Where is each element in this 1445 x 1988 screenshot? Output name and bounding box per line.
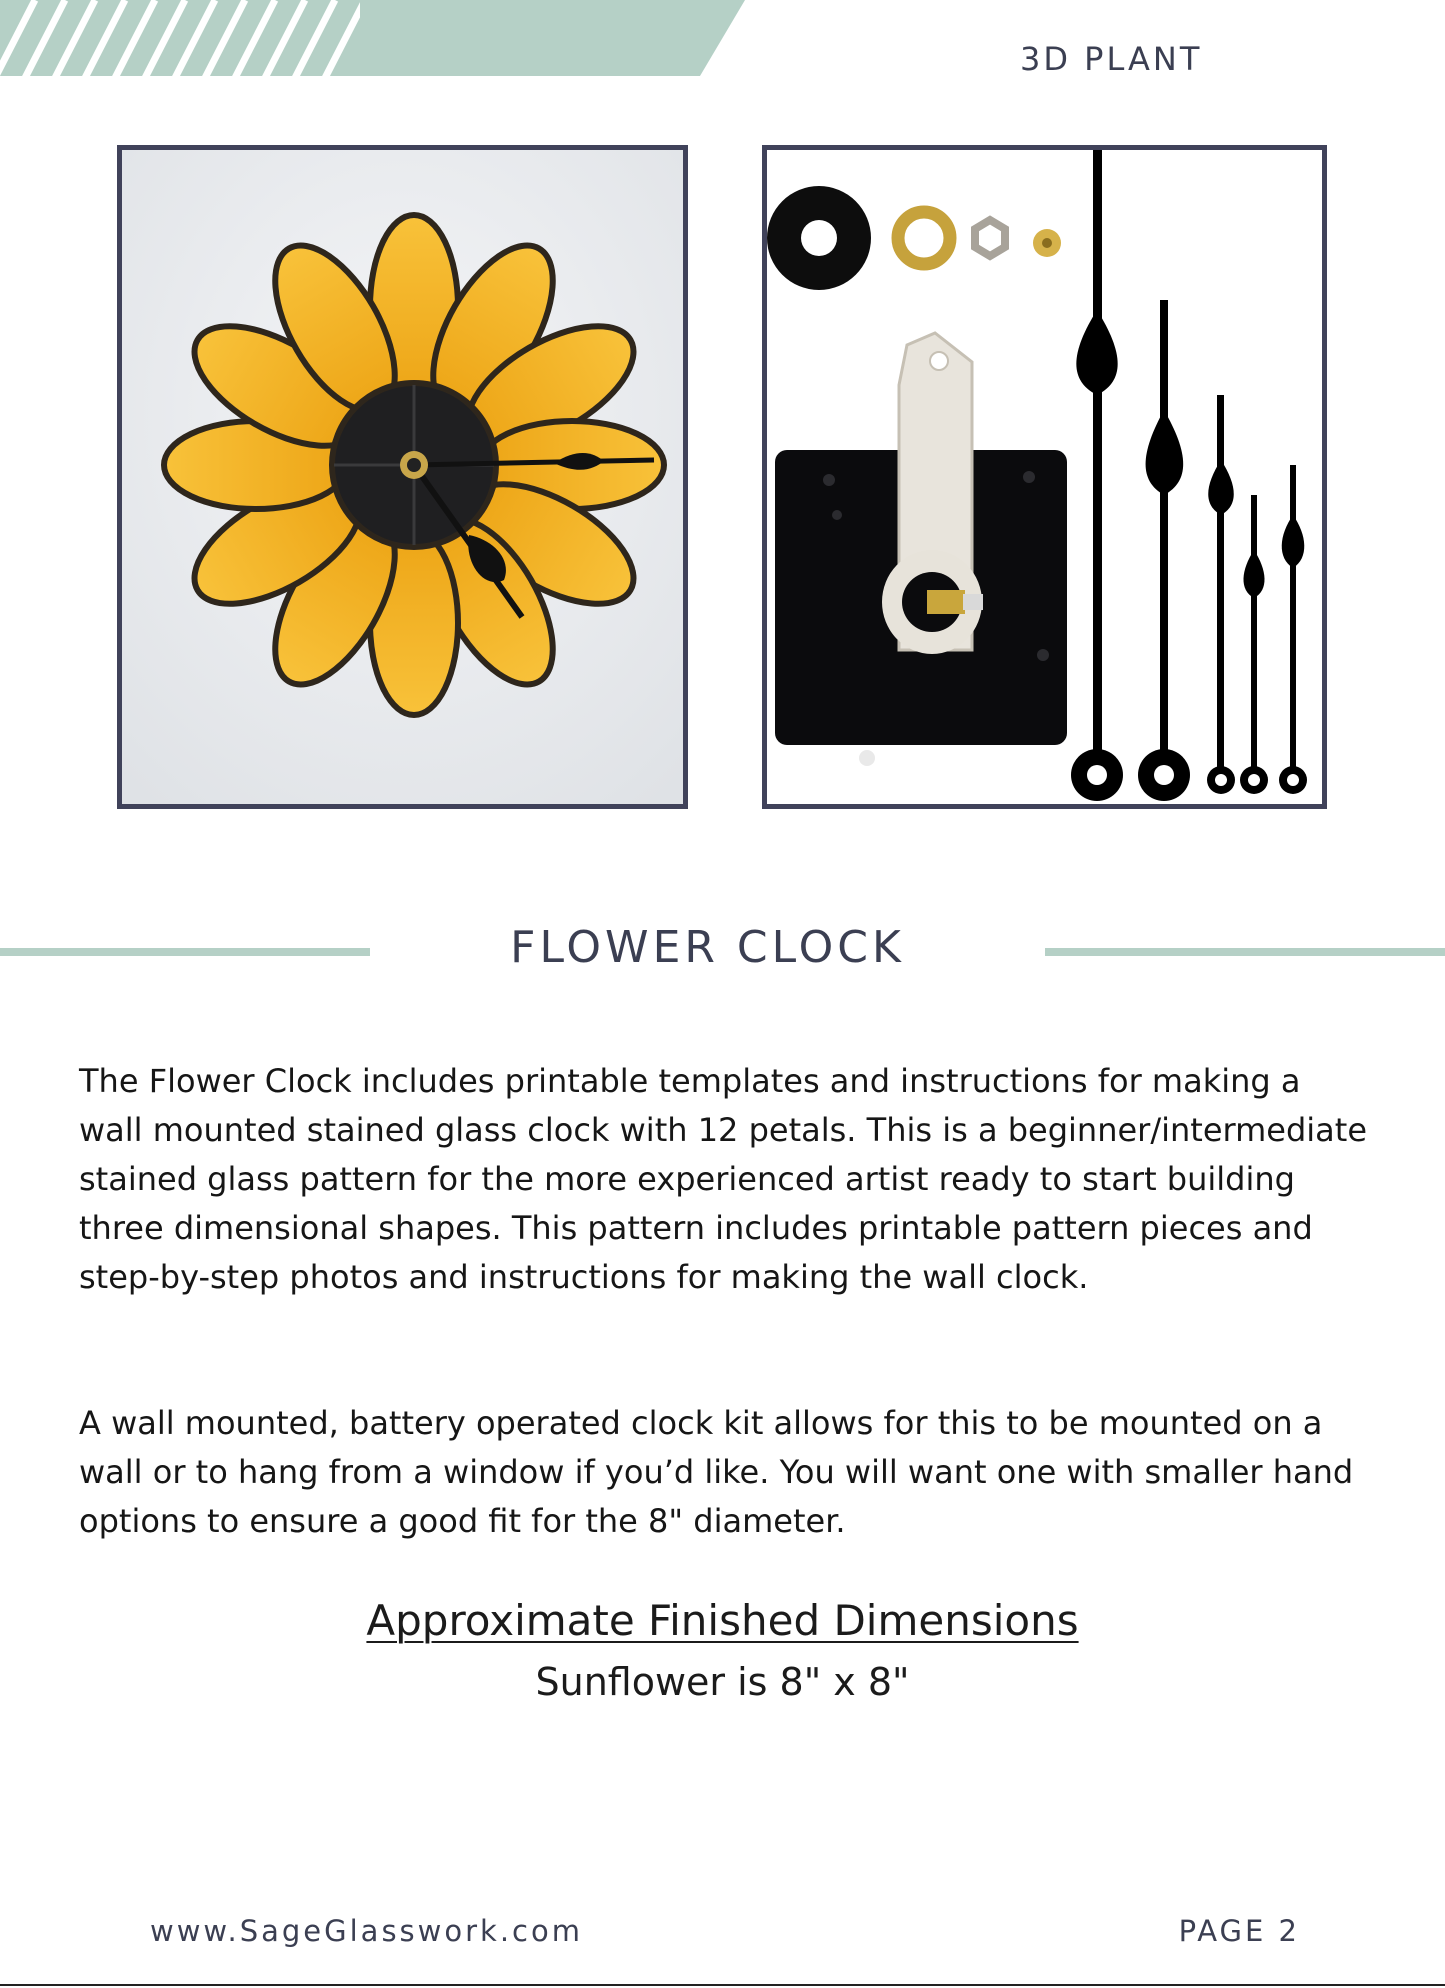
header-tag: 3D PLANT [1020,40,1203,78]
flower-clock-photo [117,145,688,809]
dimensions-value: Sunflower is 8" x 8" [535,1660,910,1704]
clock-movement-kit-icon [767,150,1322,804]
description-paragraph: The Flower Clock includes printable templates and instructions for making a wall mounted stained glass clock with 12 petals. This is a beginner/intermediate stained glass pattern for the more experienced artist ready to start building three dimensional shapes. This pattern includes printable pattern pieces and step-by-step photos and instructions for making the wall clock. [79,1062,1368,1296]
footer-website: www.SageGlasswork.com [150,1914,583,1948]
title-rule-right [1045,948,1445,956]
clock-kit-photo [762,145,1327,809]
dimensions-heading [0,1596,1445,1645]
bottom-border [0,1984,1445,1986]
header-stripe-band [0,0,750,78]
stained-glass-flower-clock-icon [122,150,683,804]
title-rule-left [0,948,370,956]
section-title: FLOWER CLOCK [510,922,905,973]
dimensions-heading-text: Approximate Finished Dimensions [366,1596,1079,1645]
clock-kit-paragraph: A wall mounted, battery operated clock kit allows for this to be mounted on a wall or to hang from a window if you’d like. You will want one with smaller hand options to ensure a good fit for the 8" diameter. [79,1404,1354,1540]
page-number: PAGE 2 [1178,1914,1300,1948]
